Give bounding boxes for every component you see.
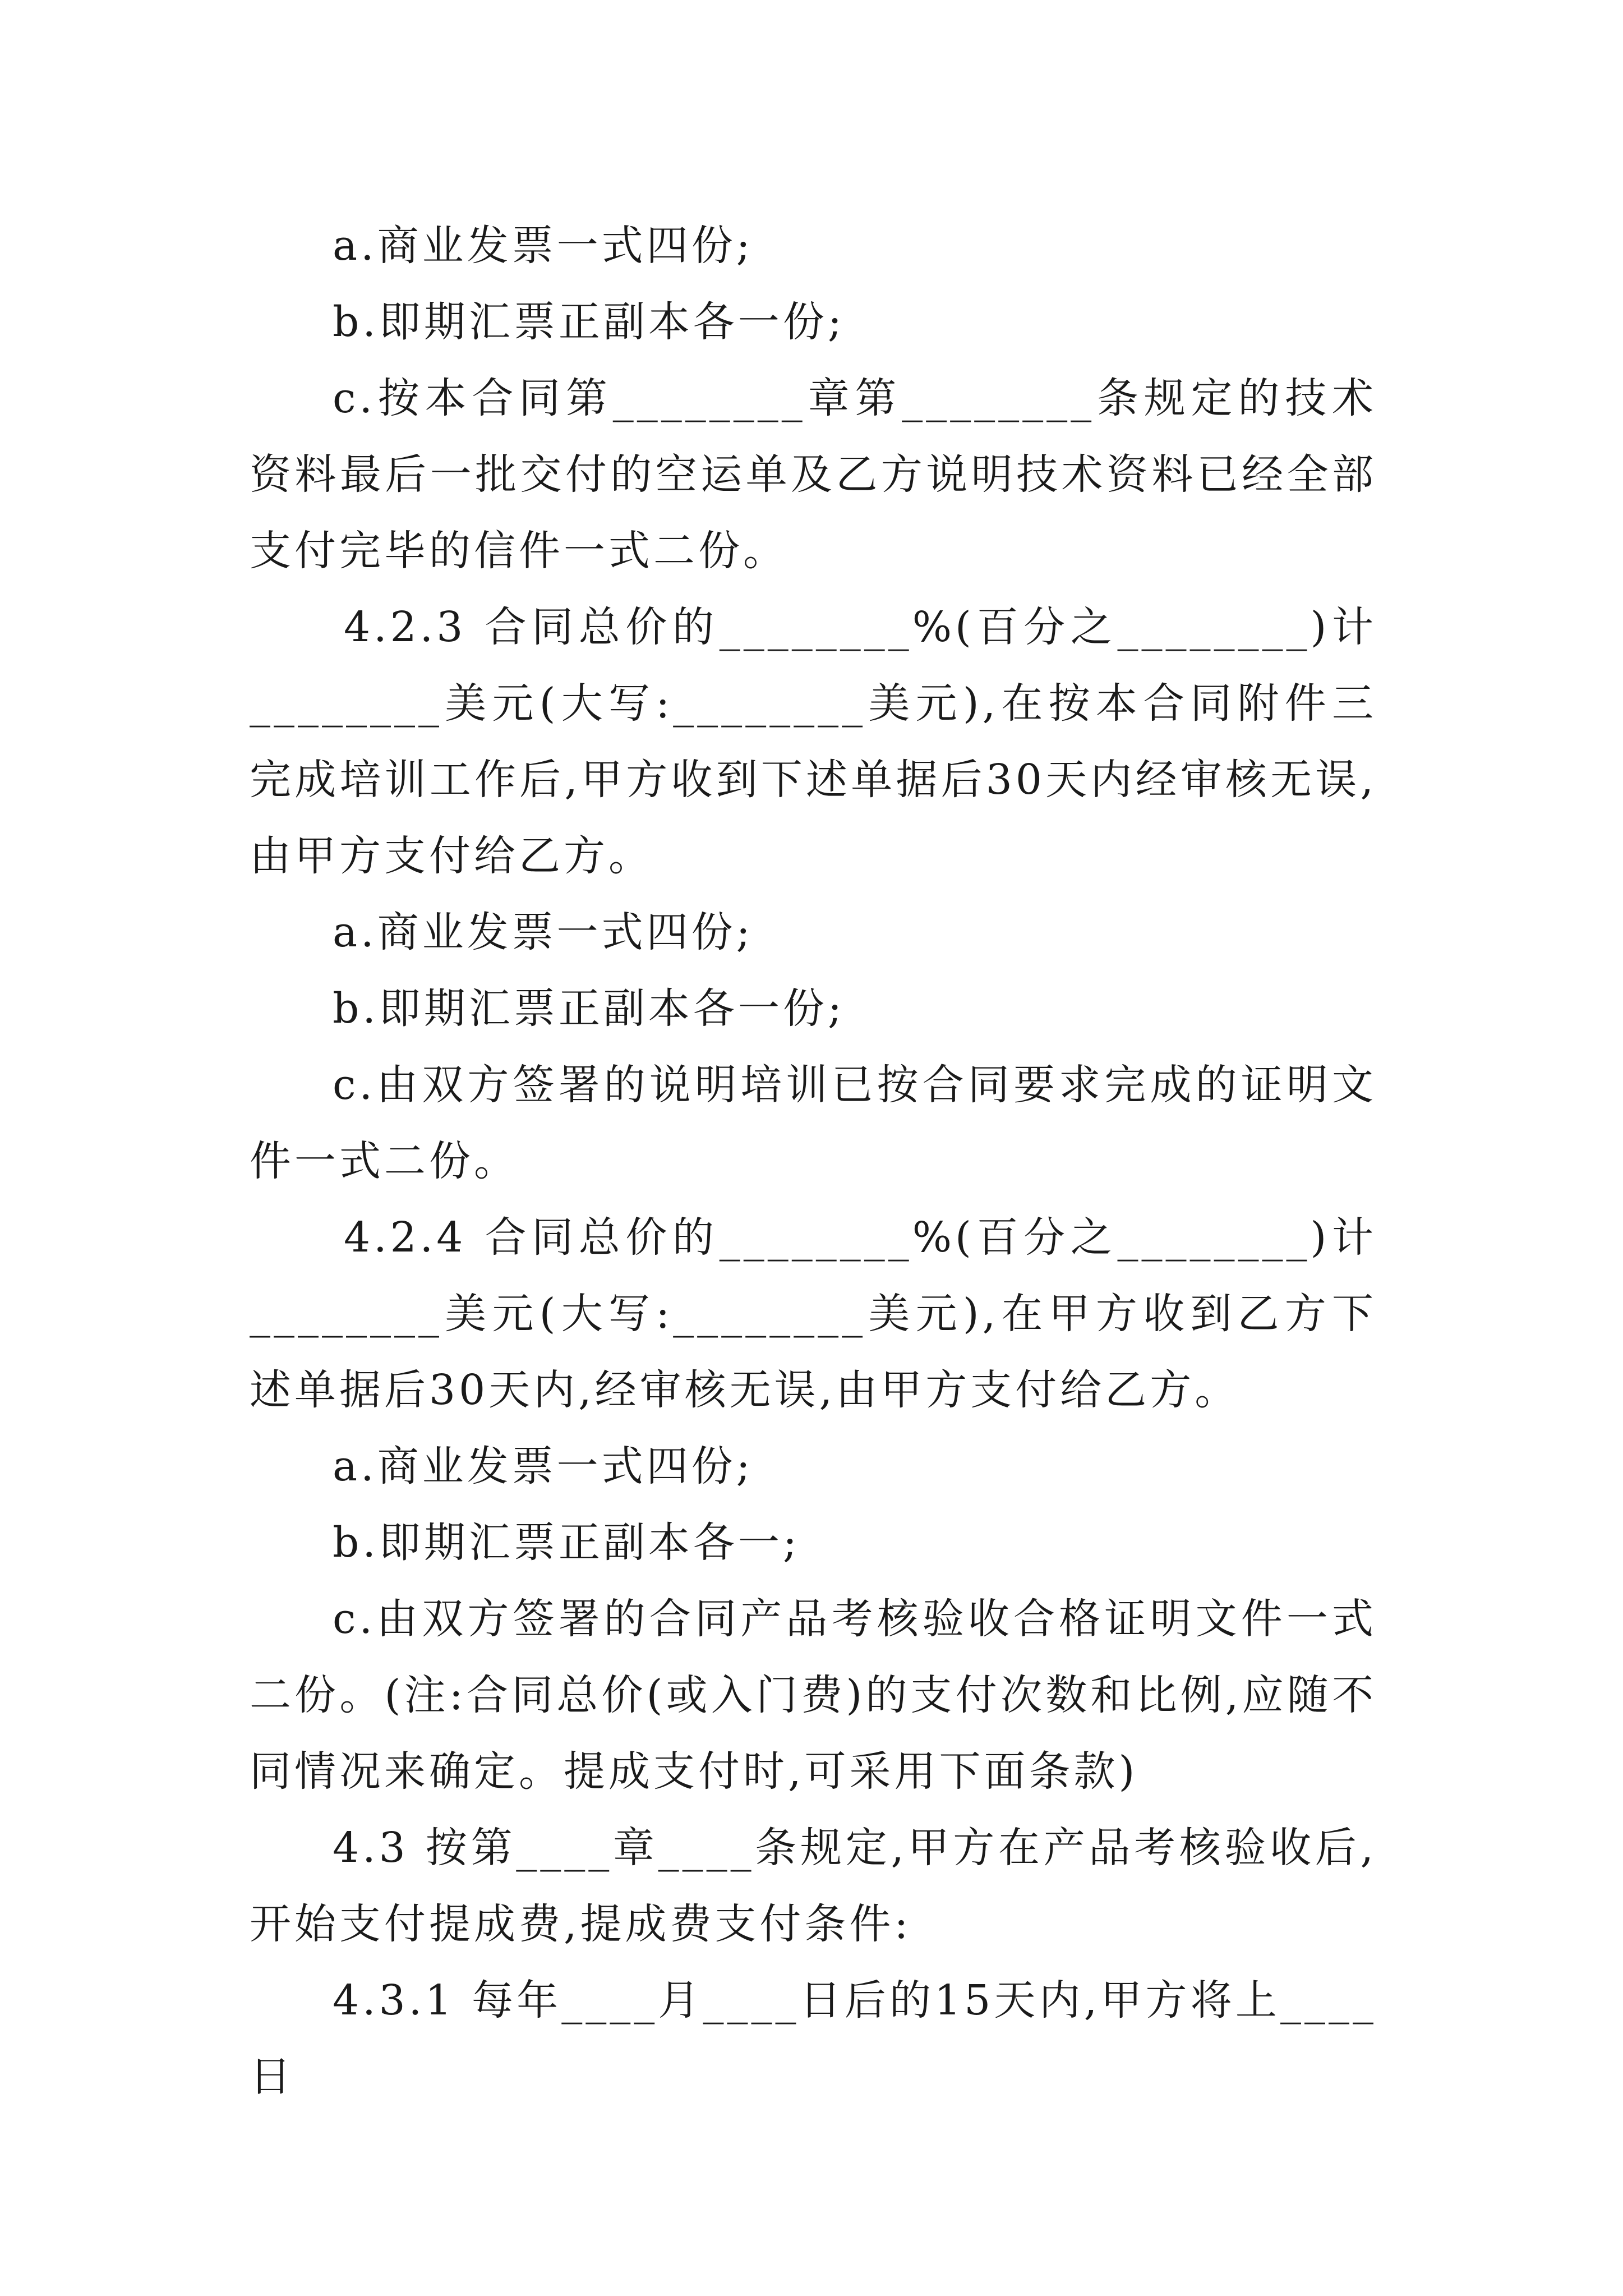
paragraph-item-b-draft-2: b.即期汇票正副本各一份; bbox=[333, 984, 845, 1033]
paragraph-item-c-airway-bill: c.按本合同第________章第________条规定的技术资料最后一批交付的空运单及乙方说明技术资料已经全部支付完毕的信件一式二份。 bbox=[250, 374, 1377, 575]
paragraph-item-a-invoice-3: a.商业发票一式四份; bbox=[333, 1442, 754, 1490]
document-body bbox=[250, 208, 1377, 2115]
paragraph-item-b-draft: b.即期汇票正副本各一份; bbox=[333, 298, 845, 346]
paragraph-item-b-draft-3: b.即期汇票正副本各一; bbox=[333, 1519, 800, 1567]
paragraph-item-c-acceptance-proof: c.由双方签署的合同产品考核验收合格证明文件一式二份。(注:合同总价(或入门费)的支付次数和比例,应随不同情况来确定。提成支付时,可采用下面条款) bbox=[250, 1595, 1377, 1796]
paragraph-item-a-invoice: a.商业发票一式四份; bbox=[333, 222, 754, 270]
paragraph-item-c-training-proof: c.由双方签署的说明培训已按合同要求完成的证明文件一式二份。 bbox=[250, 1061, 1377, 1185]
paragraph-clause-4-3-1: 4.3.1 每年____月____日后的15天内,甲方将上____日 bbox=[250, 1976, 1377, 2101]
paragraph-clause-4-2-3: 4.2.3 合同总价的________%(百分之________)计________美元(大写:________美元),在按本合同附件三完成培训工作后,甲方收到下述单据后30天内经审核无误,由甲方支付给乙方。 bbox=[250, 603, 1377, 880]
paragraph-item-a-invoice-2: a.商业发票一式四份; bbox=[333, 908, 754, 956]
paragraph-clause-4-2-4: 4.2.4 合同总价的________%(百分之________)计________美元(大写:________美元),在甲方收到乙方下述单据后30天内,经审核无误,由甲方支付给乙方。 bbox=[250, 1213, 1377, 1414]
paragraph-clause-4-3: 4.3 按第____章____条规定,甲方在产品考核验收后,开始支付提成费,提成费支付条件: bbox=[250, 1824, 1377, 1948]
